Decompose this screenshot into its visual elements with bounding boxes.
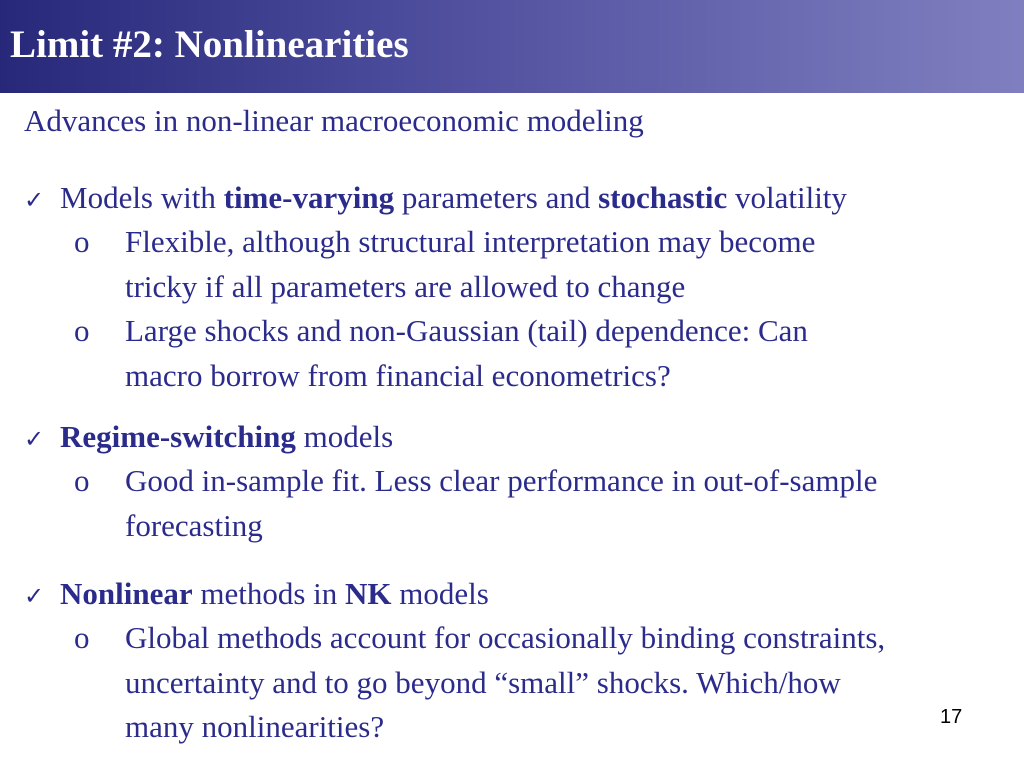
bullet-regime-switching xyxy=(24,415,393,461)
bullet-emphasis: stochastic xyxy=(598,180,728,215)
bullet-emphasis: time-varying xyxy=(223,180,395,215)
slide-subtitle: Advances in non-linear macroeconomic modeling xyxy=(24,103,644,138)
sub-bullet-line: Large shocks and non-Gaussian (tail) dependence: Can xyxy=(125,313,808,348)
bullet-time-varying-models xyxy=(24,176,847,222)
bullet-text: volatility xyxy=(727,180,847,215)
sub-bullet-line: Flexible, although structural interpretation may become xyxy=(125,224,816,259)
sub-bullet-text xyxy=(125,309,1015,398)
bullet-text: models xyxy=(295,419,394,454)
sub-bullet-line: forecasting xyxy=(125,507,263,543)
sub-bullet-text xyxy=(125,220,1015,309)
circle-bullet-icon: o xyxy=(74,224,90,259)
bullet-nonlinear-nk xyxy=(24,572,489,618)
sub-bullet-text xyxy=(125,616,1015,750)
checkmark-icon: ✓ xyxy=(24,582,45,610)
circle-bullet-icon: o xyxy=(74,463,90,498)
bullet-emphasis: Nonlinear xyxy=(60,576,193,611)
circle-bullet-icon: o xyxy=(74,620,90,655)
sub-bullet-line: Good in-sample fit. Less clear performance in out-of-sample xyxy=(125,463,878,498)
bullet-text: methods in xyxy=(192,576,346,611)
bullet-text: parameters and xyxy=(394,180,599,215)
bullet-emphasis: Regime-switching xyxy=(60,419,296,454)
title-bar xyxy=(0,0,1024,93)
bullet-text: models xyxy=(391,576,489,611)
page-number: 17 xyxy=(940,706,963,728)
sub-bullet-line: tricky if all parameters are allowed to change xyxy=(125,268,686,304)
sub-bullet-line: Global methods account for occasionally binding constraints, xyxy=(125,620,886,655)
bullet-emphasis: NK xyxy=(345,576,392,611)
slide-title: Limit #2: Nonlinearities xyxy=(10,23,409,66)
bullet-text: Models with xyxy=(60,180,224,215)
sub-bullet-line: many nonlinearities? xyxy=(125,709,385,744)
circle-bullet-icon: o xyxy=(74,313,90,348)
sub-bullet-line: uncertainty and to go beyond “small” shocks. Which/how xyxy=(125,664,841,700)
checkmark-icon: ✓ xyxy=(24,186,45,214)
sub-bullet-line: macro borrow from financial econometrics? xyxy=(125,357,671,393)
sub-bullet-text xyxy=(125,459,1015,548)
checkmark-icon: ✓ xyxy=(24,425,45,453)
